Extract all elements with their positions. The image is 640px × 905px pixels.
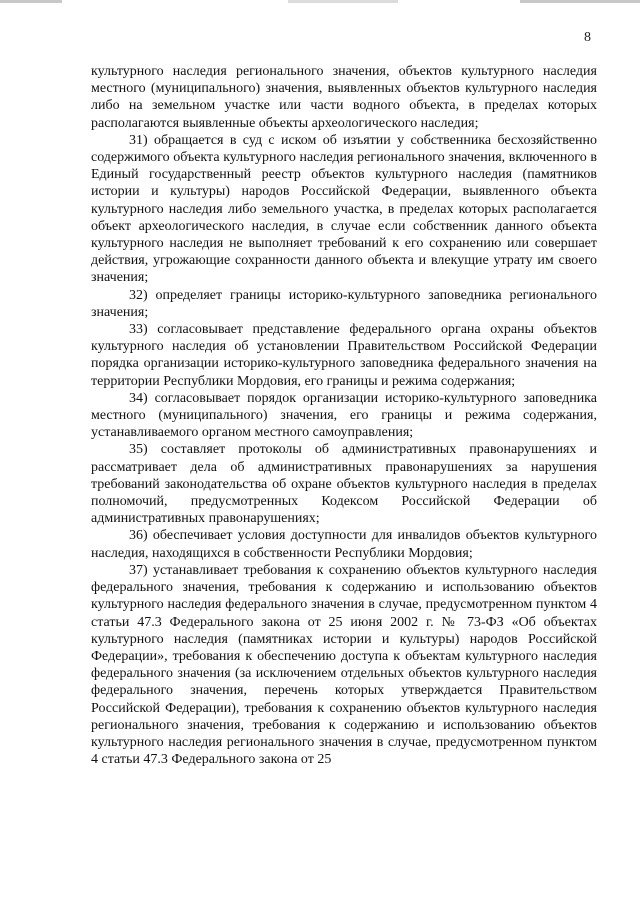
page-number: 8 (584, 30, 591, 45)
paragraph-item-36: 36) обеспечивает условия доступности для инвалидов объектов культурного наследия, находящихся в собственности Республики Мордовия; (91, 528, 597, 561)
paragraph-item-34: 34) согласовывает порядок организации историко-культурного заповедника местного (муниципального) значения, его границы и режима содержания, устанавливаемого органом местного самоуправления; (91, 390, 597, 441)
paragraph-item-37: 37) устанавливает требования к сохранению объектов культурного наследия федерального значения, требования к содержанию и использованию объектов культурного наследия федерального значения в случае, предусмотренном пунктом 4 статьи 47.3 Федерального закона от 25 июня 2002 г. № 73-ФЗ «Об объектах культурного наследия (памятниках истории и культуры) народов Российской Федерации», требования к обеспечению доступа к объектам культурного наследия федерального значения (за исключением отдельных объектов культурного наследия федерального значения, перечень которых утверждается Правительством Российской Федерации), требования к сохранению объектов культурного наследия регионального значения, требования к содержанию и использованию объектов культурного наследия регионального значения в случае, предусмотренном пунктом 4 статьи 47.3 Федерального закона от 25 (91, 562, 597, 768)
document-body (91, 63, 597, 768)
paragraph-item-32: 32) определяет границы историко-культурного заповедника регионального значения; (91, 287, 597, 320)
scan-artifact-middle (288, 0, 398, 3)
paragraph-item-31: 31) обращается в суд с иском об изъятии у собственника бесхозяйственно содержимого объекта культурного наследия регионального значения, включенного в Единый государственный реестр объектов культурного наследия (памятников истории и культуры) народов Российской Федерации, выявленного объекта культурного наследия либо земельного участка, в пределах которых располагается объект археологического наследия, в случае если собственник данного объекта культурного наследия не выполняет требований к его сохранению или совершает действия, угрожающие сохранности данного объекта и влекущие утрату им своего значения; (91, 132, 597, 286)
paragraph-item-35: 35) составляет протоколы об административных правонарушениях и рассматривает дела об административных правонарушениях за нарушения требований законодательства об охране объектов культурного наследия в пределах полномочий, предусмотренных Кодексом Российской Федерации об административных правонарушениях; (91, 442, 597, 527)
paragraph-item-33: 33) согласовывает представление федерального органа охраны объектов культурного наследия об установлении Правительством Российской Федерации порядка организации историко-культурного заповедника федерального значения на территории Республики Мордовия, его границы и режима содержания; (91, 322, 597, 389)
paragraph-continuation: культурного наследия регионального значения, объектов культурного наследия местного (муниципального) значения, выявленных объектов культурного наследия либо на земельном участке или части водного объекта, в пределах которых располагаются выявленные объекты археологического наследия; (91, 64, 597, 131)
scan-artifact-right (520, 0, 640, 3)
scan-artifact-left (0, 0, 62, 3)
